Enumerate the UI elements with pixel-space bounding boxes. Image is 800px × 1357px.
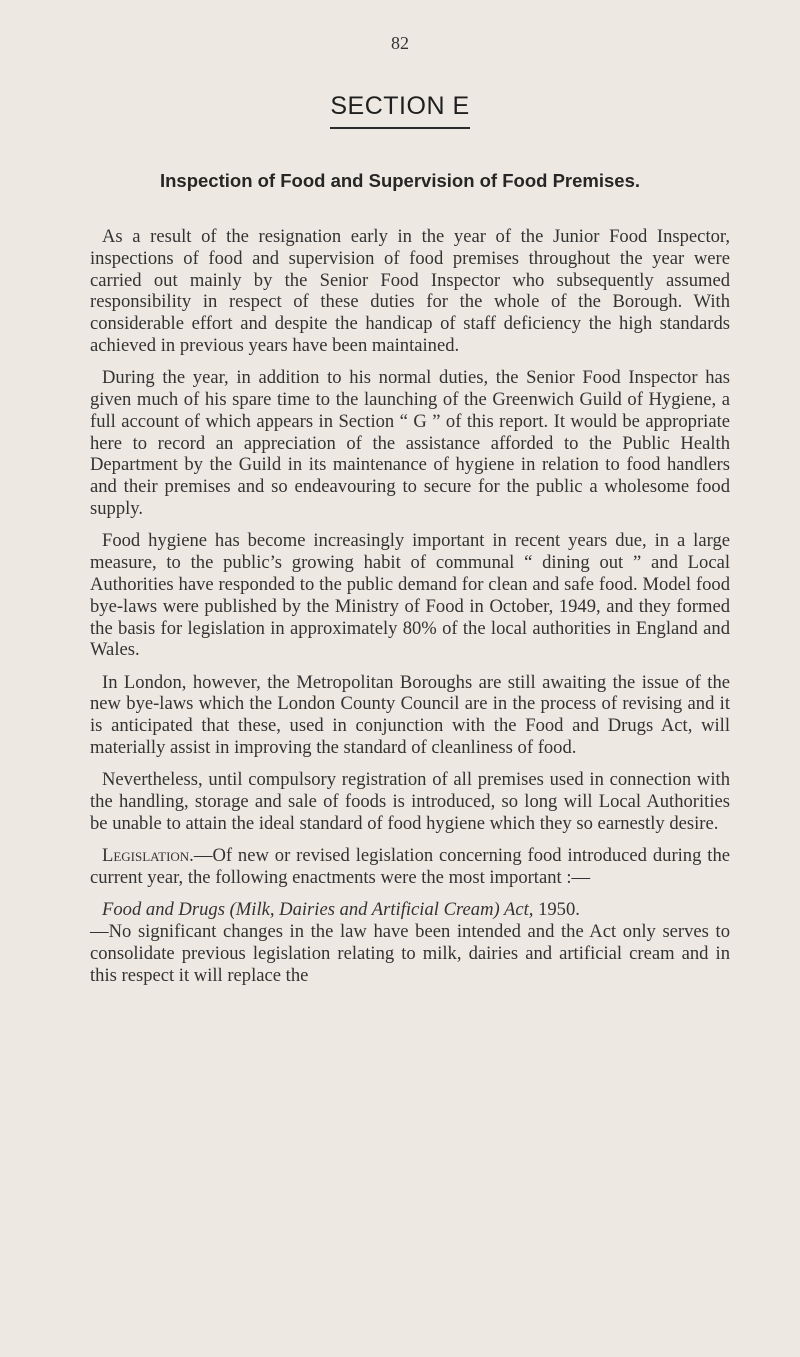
- section-title: SECTION E: [330, 92, 469, 129]
- act-text: —No significant changes in the law have been intended and the Act only serves to consolidate previous legislation relating to milk, dairies and artificial cream and in this respect it will replace the: [90, 921, 730, 986]
- paragraph-legislation: [90, 845, 730, 889]
- subtitle: Inspection of Food and Supervision of Food Premises.: [159, 170, 640, 191]
- paragraph-food-hygiene: Food hygiene has become increasingly important in recent years due, in a large measure, to the public’s growing habit of communal “ dining out ” and Local Authorities have responded to the public demand for clean and safe food. Model food bye-laws were published by the Ministry of Food in October, 1949, and they formed the basis for legislation in approximately 80% of the local authorities in England and Wales.: [90, 530, 730, 661]
- page-number: 82: [391, 33, 409, 53]
- paragraph-london-bye-laws: In London, however, the Metropolitan Boroughs are still awaiting the issue of the new bye-laws which the London County Council are in the process of revising and it is anticipated that these, used in conjunction with the Food and Drugs Act, will materially assist in improving the standard of cleanliness of food.: [90, 671, 730, 759]
- act-year: 1950.: [533, 899, 580, 921]
- act-title-part2: (Milk, Dairies and Artificial Cream) Act,: [229, 899, 534, 921]
- section-title-wrapper: [0, 92, 800, 129]
- body-text: [90, 226, 730, 997]
- legislation-heading: Legislation.: [102, 845, 194, 867]
- paragraph-resignation: As a result of the resignation early in the year of the Junior Food Inspector, inspections of food and supervision of food premises throughout the year were carried out mainly by the Senior Food Inspector who subsequently assumed responsibility in respect of these duties for the whole of the Borough. With considerable effort and despite the handicap of staff deficiency the high standards achieved in previous years have been maintained.: [90, 226, 730, 356]
- act-title-part1: Food and Drugs: [102, 899, 225, 921]
- paragraph-registration: Nevertheless, until compulsory registration of all premises used in connection with the handling, storage and sale of foods is introduced, so long will Local Authorities be unable to attain the ideal standard of food hygiene which they so earnestly desire.: [90, 769, 730, 834]
- legislation-text: —Of new or revised legislation concerning food introduced during the current year, the following enactments were the most important :—: [90, 845, 730, 889]
- paragraph-guild-of-hygiene: During the year, in addition to his normal duties, the Senior Food Inspector has given much of his spare time to the launching of the Greenwich Guild of Hygiene, a full account of which appears in Section “ G ” of this report. It would be appropriate here to record an appreciation of the assistance afforded to the Public Health Department by the Guild in its maintenance of hygiene in relation to food handlers and their premises and so endeavouring to secure for the public a wholesome food supply.: [90, 367, 730, 520]
- paragraph-act: [90, 899, 730, 986]
